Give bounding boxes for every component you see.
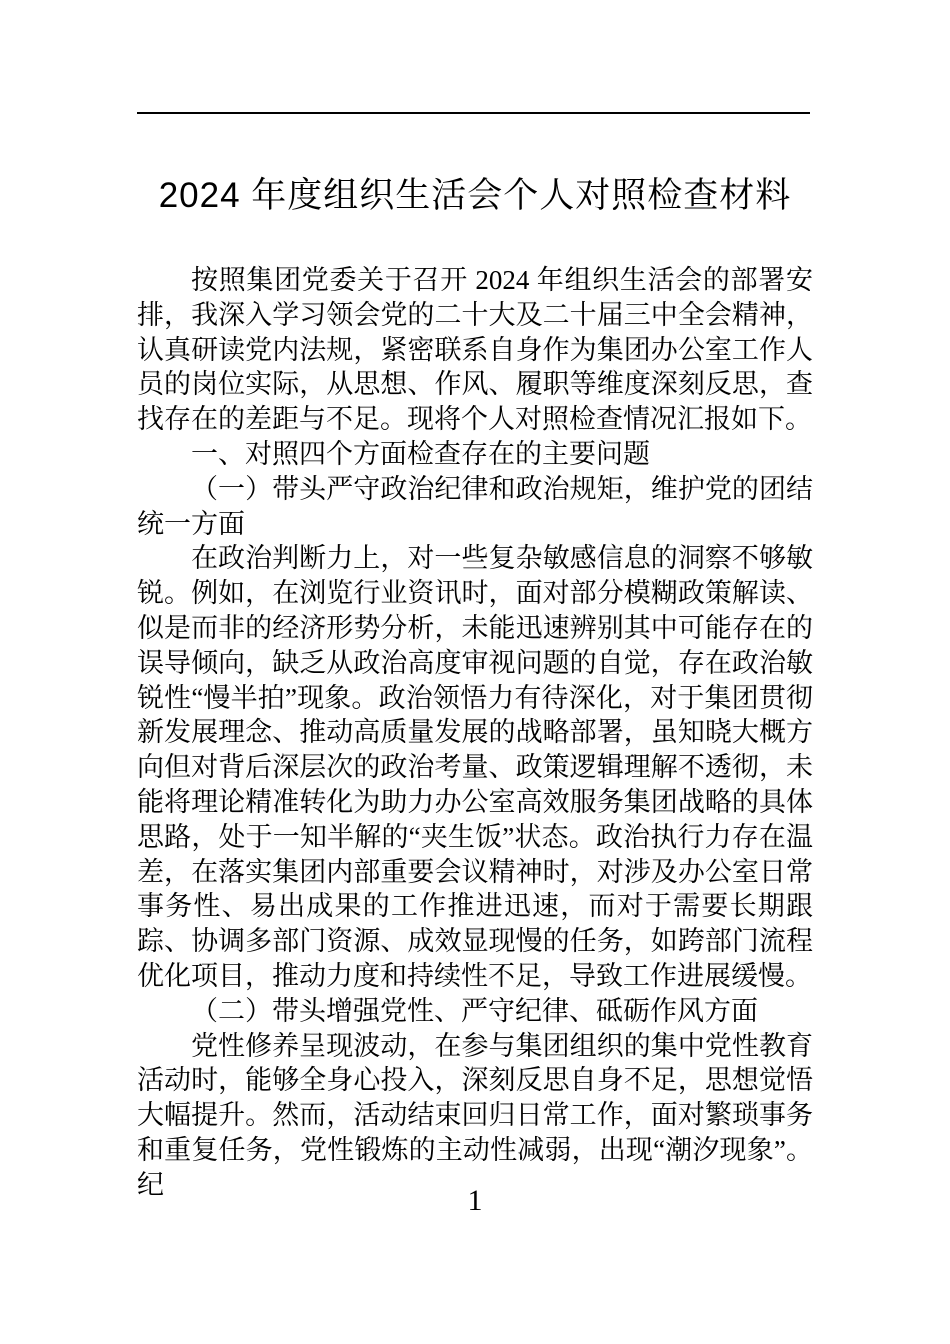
paragraph-intro: 按照集团党委关于召开 2024 年组织生活会的部署安排，我深入学习领会党的二十大及二十届三中全会精神，认真研读党内法规，紧密联系自身作为集团办公室工作人员的岗位实际，从思想、作风、履职等维度深刻反思，查找存在的差距与不足。现将个人对照检查情况汇报如下。 — [137, 265, 813, 435]
page-number: 1 — [467, 1184, 483, 1217]
heading-section-one: 一、对照四个方面检查存在的主要问题 — [191, 438, 650, 469]
heading-subsection-one: （一）带头严守政治纪律和政治规矩，维护党的团结统一方面 — [137, 473, 813, 539]
document-body — [137, 263, 813, 1203]
paragraph-political-discipline: 在政治判断力上，对一些复杂敏感信息的洞察不够敏锐。例如，在浏览行业资讯时，面对部分模糊政策解读、似是而非的经济形势分析，未能迅速辨别其中可能存在的误导倾向，缺乏从政治高度审视问题的自觉，存在政治敏锐性“慢半拍”现象。政治领悟力有待深化，对于集团贯彻新发展理念、推动高质量发展的战略部署，虽知晓大概方向但对背后深层次的政治考量、政策逻辑理解不透彻，未能将理论精准转化为助力办公室高效服务集团战略的具体思路，处于一知半解的“夹生饭”状态。政治执行力存在温差，在落实集团内部重要会议精神时，对涉及办公室日常事务性、易出成果的工作推进迅速，而对于需要长期跟踪、协调多部门资源、成效显现慢的任务，如跨部门流程优化项目，推动力度和持续性不足，导致工作进展缓慢。 — [137, 543, 813, 991]
paragraph-party-spirit: 党性修养呈现波动，在参与集团组织的集中党性教育活动时，能够全身心投入，深刻反思自身不足，思想觉悟大幅提升。然而，活动结束回归日常工作，面对繁琐事务和重复任务，党性锻炼的主动性减弱，出现“潮汐现象”。纪 — [137, 1030, 813, 1200]
header-rule — [137, 112, 810, 114]
document-title: 2024 年度组织生活会个人对照检查材料 — [158, 176, 792, 215]
heading-subsection-two: （二）带头增强党性、严守纪律、砥砺作风方面 — [191, 995, 758, 1026]
